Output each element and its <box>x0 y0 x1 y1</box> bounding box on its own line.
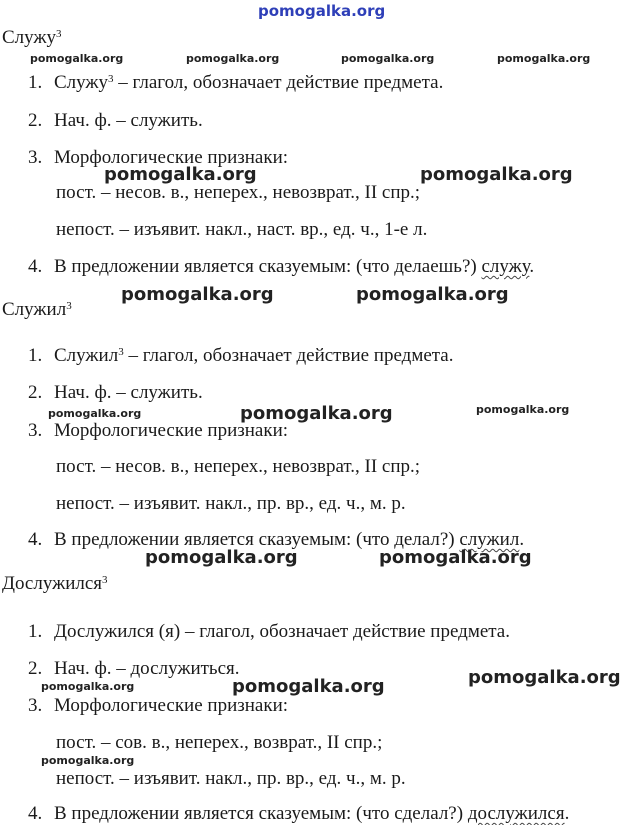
watermark: pomogalka.org <box>145 547 298 568</box>
list-item <box>28 659 240 678</box>
variable-features: непост. – изъявит. накл., наст. вр., ед. ч., 1-е л. <box>56 219 428 240</box>
watermark: pomogalka.org <box>497 52 591 65</box>
item-text: Нач. ф. – дослужиться. <box>54 658 240 679</box>
section-heading-dosluzhilsya <box>2 574 108 593</box>
heading-text: Дослужился <box>2 573 103 594</box>
item-suffix: . <box>529 256 535 277</box>
heading-superscript: 3 <box>102 574 108 586</box>
predicate-word: служил <box>459 529 520 550</box>
item-text: – глагол, обозначает действие предмета. <box>113 72 444 93</box>
item-text: Морфологические признаки: <box>54 147 289 168</box>
section-heading-sluzhu <box>2 28 62 47</box>
item-text: Морфологические признаки: <box>54 420 289 441</box>
heading-text: Служу <box>2 27 57 48</box>
watermark: pomogalka.org <box>121 284 274 305</box>
variable-features: непост. – изъявит. накл., пр. вр., ед. ч., м. р. <box>56 768 406 789</box>
item-text: В предложении является сказуемым: (что сделал?) <box>54 803 468 824</box>
item-number: 1. <box>28 72 43 93</box>
predicate-word: служу <box>481 256 530 277</box>
watermark: pomogalka.org <box>468 667 621 688</box>
list-item <box>28 622 510 641</box>
item-number: 4. <box>28 256 43 277</box>
item-number: 2. <box>28 658 43 679</box>
item-word: Служу <box>54 72 109 93</box>
item-text: Нач. ф. – служить. <box>54 110 203 131</box>
item-suffix: . <box>519 529 525 550</box>
item-superscript: 3 <box>108 73 114 85</box>
list-item <box>28 257 534 276</box>
watermark: pomogalka.org <box>476 403 570 416</box>
watermark: pomogalka.org <box>30 52 124 65</box>
watermark: pomogalka.org <box>186 52 280 65</box>
constant-features: пост. – несов. в., неперех., невозврат., II спр.; <box>56 456 421 477</box>
watermark: pomogalka.org <box>356 284 509 305</box>
item-number: 3. <box>28 147 43 168</box>
watermark: pomogalka.org <box>104 164 257 185</box>
heading-text: Служил <box>2 299 67 320</box>
predicate-word: дослужился <box>467 803 565 824</box>
watermark: pomogalka.org <box>41 754 135 767</box>
list-item <box>28 696 288 715</box>
watermark-top: pomogalka.org <box>258 2 386 20</box>
item-number: 1. <box>28 621 43 642</box>
watermark: pomogalka.org <box>420 164 573 185</box>
item-number: 4. <box>28 529 43 550</box>
item-text: Дослужился (я) – глагол, обозначает действие предмета. <box>54 621 510 642</box>
watermark: pomogalka.org <box>48 407 142 420</box>
list-item <box>28 804 569 823</box>
list-item <box>28 111 203 130</box>
list-item <box>28 383 203 402</box>
constant-features: пост. – несов. в., неперех., невозврат., II спр.; <box>56 182 421 203</box>
list-item <box>28 346 454 365</box>
watermark: pomogalka.org <box>341 52 435 65</box>
item-number: 3. <box>28 420 43 441</box>
item-text: – глагол, обозначает действие предмета. <box>123 345 454 366</box>
constant-features: пост. – сов. в., неперех., возврат., II спр.; <box>56 732 383 753</box>
section-heading-sluzhil <box>2 300 72 319</box>
item-number: 2. <box>28 382 43 403</box>
variable-features: непост. – изъявит. накл., пр. вр., ед. ч., м. р. <box>56 493 406 514</box>
item-text: Морфологические признаки: <box>54 695 289 716</box>
watermark: pomogalka.org <box>232 676 385 697</box>
item-text: В предложении является сказуемым: (что делаешь?) <box>54 256 482 277</box>
item-number: 1. <box>28 345 43 366</box>
item-superscript: 3 <box>118 346 124 358</box>
heading-superscript: 3 <box>56 28 62 40</box>
heading-superscript: 3 <box>66 300 72 312</box>
watermark: pomogalka.org <box>379 547 532 568</box>
watermark: pomogalka.org <box>240 403 393 424</box>
watermark: pomogalka.org <box>41 680 135 693</box>
item-text: В предложении является сказуемым: (что делал?) <box>54 529 460 550</box>
item-number: 2. <box>28 110 43 131</box>
item-number: 4. <box>28 803 43 824</box>
item-text: Нач. ф. – служить. <box>54 382 203 403</box>
item-suffix: . <box>564 803 570 824</box>
item-word: Служил <box>54 345 119 366</box>
list-item <box>28 73 443 92</box>
item-number: 3. <box>28 695 43 716</box>
